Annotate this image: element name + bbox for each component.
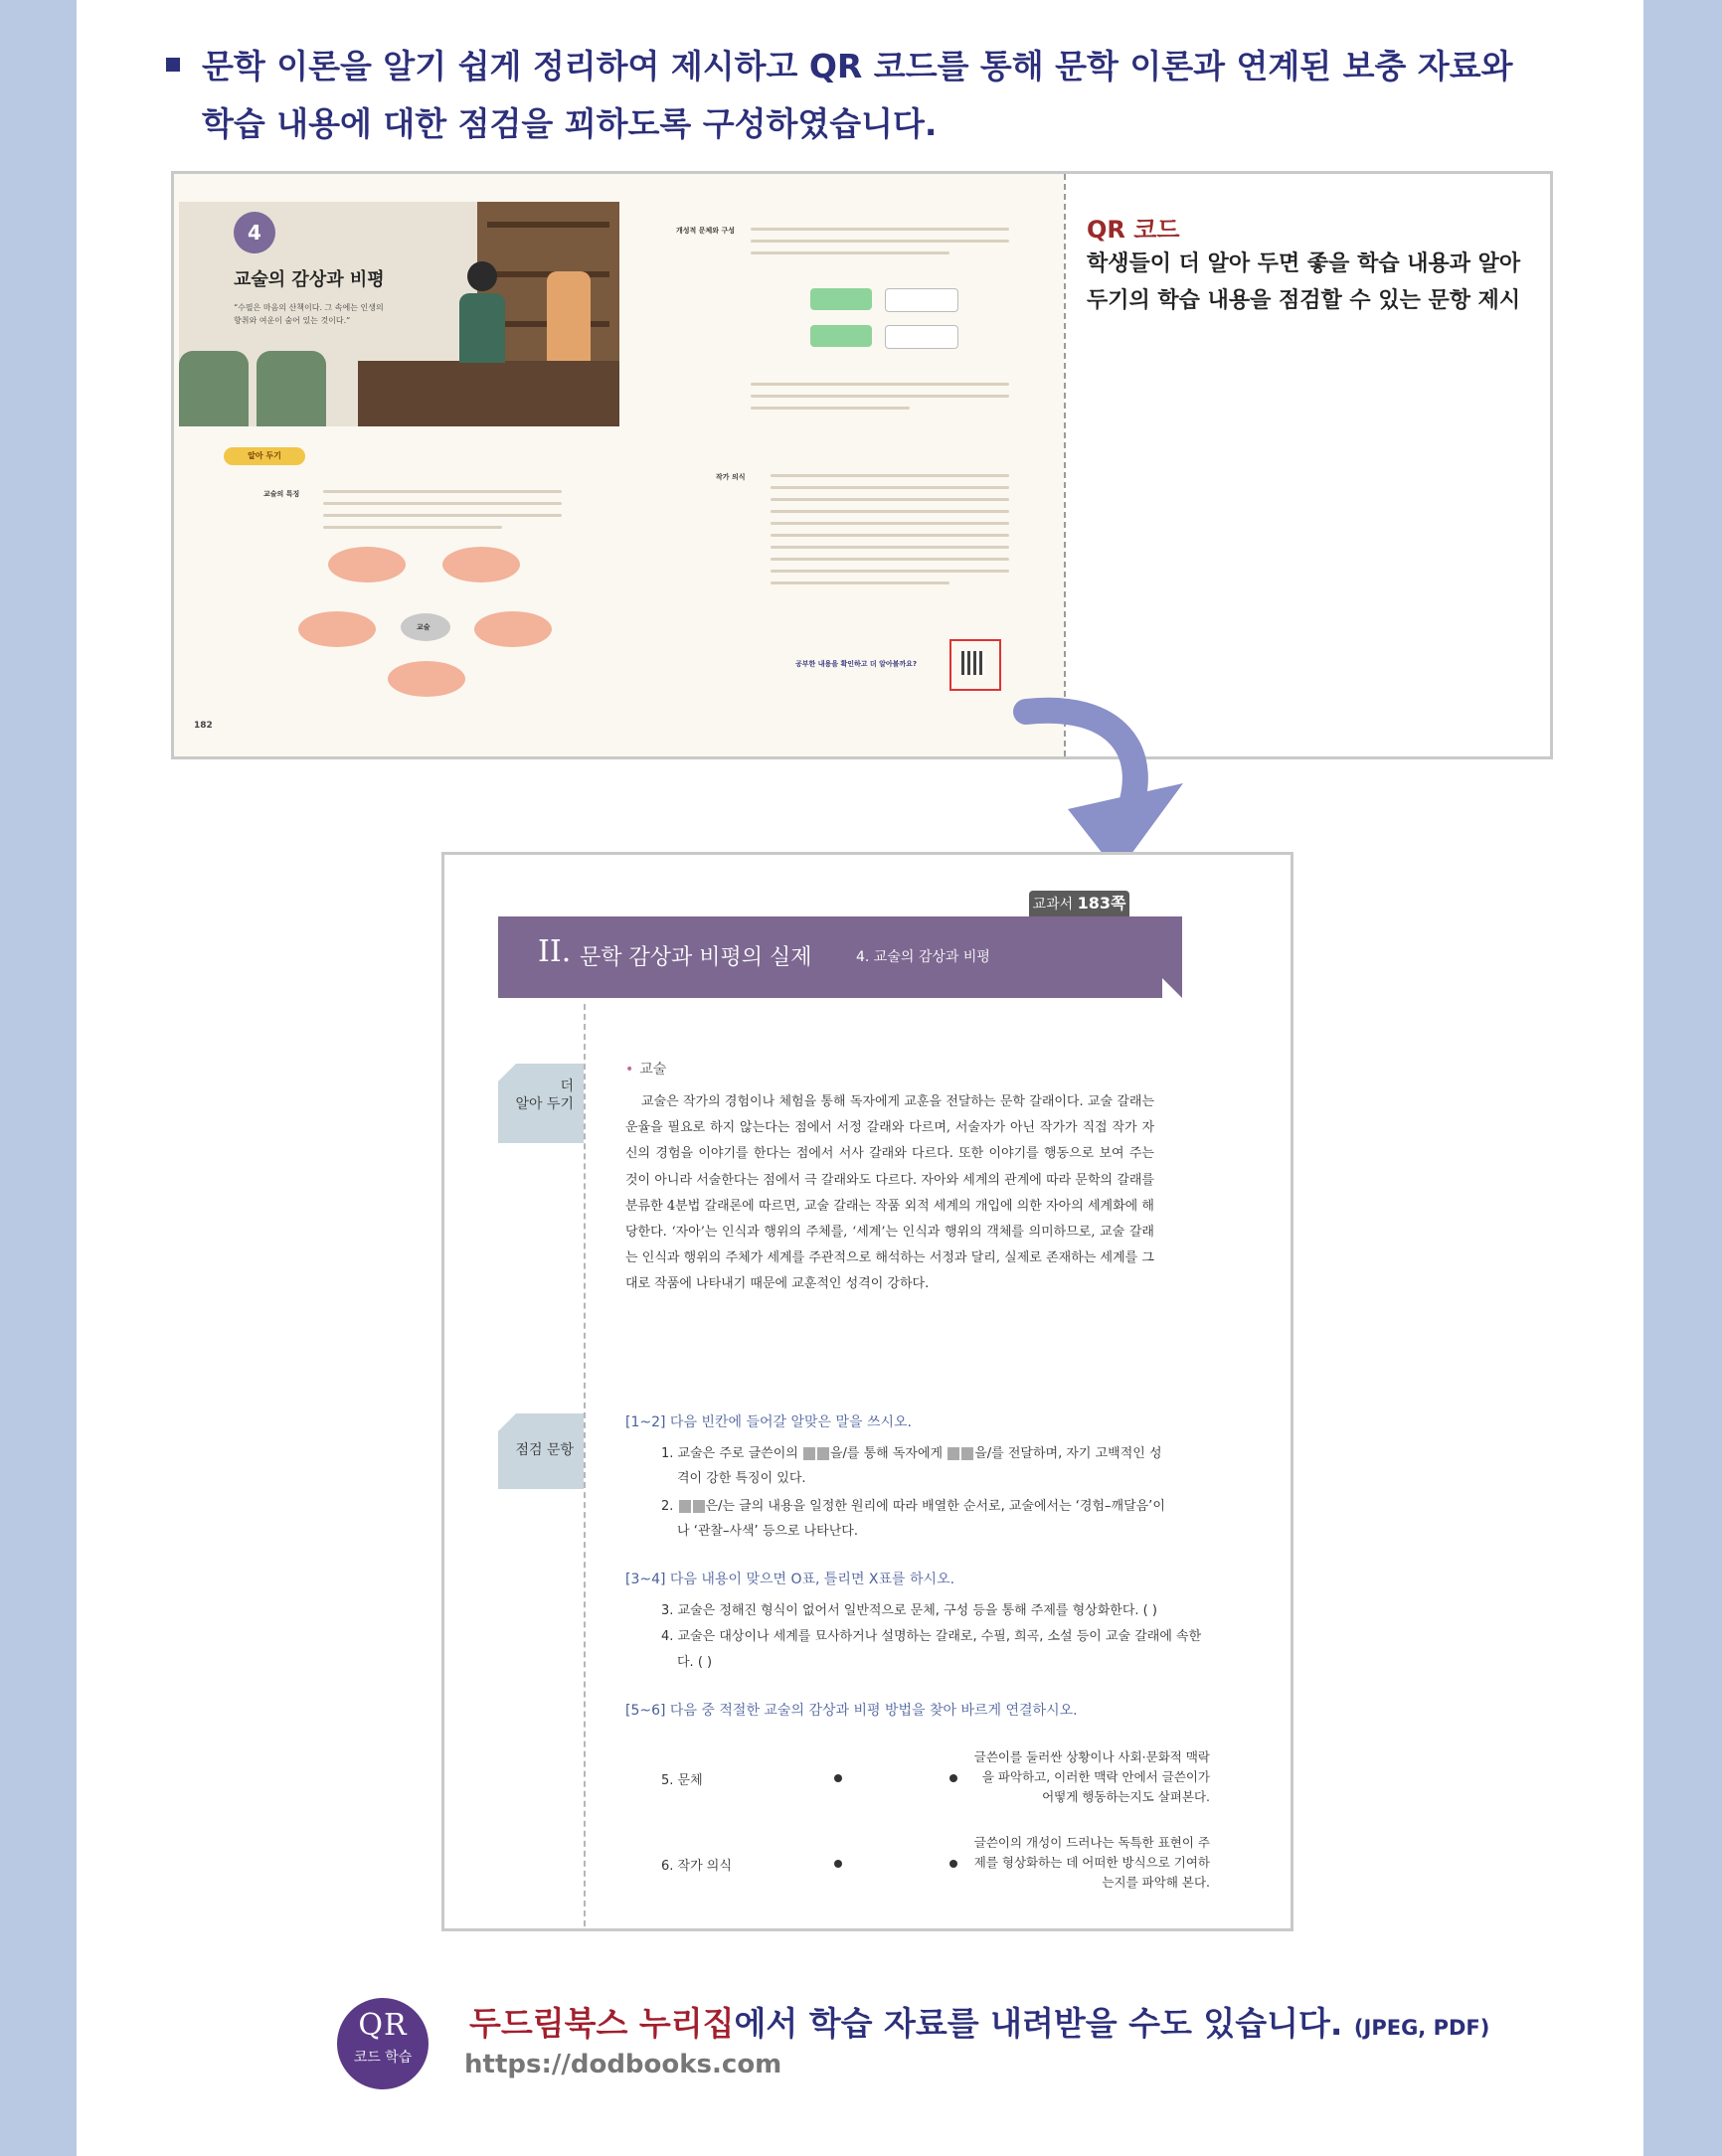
unit-banner <box>498 916 1182 998</box>
intro-line-1: 문학 이론을 알기 쉽게 정리하여 제시하고 QR 코드를 통해 문학 이론과 연계된 보충 자료와 <box>202 47 1513 85</box>
question-4: 4. 교술은 대상이나 세계를 묘사하거나 설명하는 갈래로, 수필, 희곡, 소설 등이 교술 갈래에 속한 <box>661 1629 1202 1644</box>
question-heading-3: [5~6] 다음 중 적절한 교술의 감상과 비평 방법을 찾아 바르게 연결하시오. <box>625 1703 1078 1719</box>
right-section-label-1: 개성적 문체와 구성 <box>676 227 735 235</box>
brand-name: 두드림북스 누리집 <box>469 2004 735 2043</box>
unit-title: 문학 감상과 비평의 실제 <box>580 945 812 970</box>
textbook-spread-frame <box>171 171 1553 759</box>
question-1-cont: 격이 강한 특징이 있다. <box>677 1471 806 1486</box>
qr-learning-badge: QR 코드 학습 <box>337 1998 429 2089</box>
qr-info-description: 학생들이 더 알아 두면 좋을 학습 내용과 알아 두기의 학습 내용을 점검할 수 있는 문항 제시 <box>1087 251 1521 313</box>
center-node-label: 교술 <box>417 623 430 631</box>
match-option-2: 글쓴이의 개성이 드러나는 독특한 표현이 주제를 형상화하는 데 어떠한 방식으로 기여하는지를 파악해 본다. <box>973 1835 1210 1890</box>
qr-material-page <box>441 852 1293 1931</box>
dashed-divider <box>1064 174 1066 756</box>
question-heading-2: [3~4] 다음 내용이 맞으면 O표, 틀리면 X표를 하시오. <box>625 1572 955 1587</box>
side-label-check-questions: 점검 문항 <box>498 1413 584 1489</box>
chapter-number-badge: 4 <box>234 212 275 253</box>
chapter-title: 교술의 감상과 비평 <box>234 269 385 290</box>
qr-info-title: QR 코드 <box>1087 216 1180 244</box>
question-heading-1: [1~2] 다음 빈칸에 들어갈 알맞은 말을 쓰시오. <box>625 1414 913 1430</box>
right-section-label-2: 작가 의식 <box>716 473 746 481</box>
textbook-page-tab: 교과서 183쪽 <box>1029 891 1129 916</box>
qr-highlight-box <box>949 639 1001 691</box>
dashed-divider <box>584 1004 586 1926</box>
match-item-6: 6. 작가 의식 <box>661 1859 732 1874</box>
chapter-quote: “수필은 마음의 산책이다. 그 속에는 인생의 향취와 여운이 숨어 있는 것이다.” <box>234 303 384 325</box>
know-more-tag: 알아 두기 <box>224 447 305 465</box>
left-section-label: 교술의 특징 <box>263 490 300 498</box>
footer-message: 두드림북스 누리집에서 학습 자료를 내려받을 수도 있습니다. (JPEG, PDF) <box>469 2004 1490 2043</box>
question-2-cont: 나 ‘관찰–사색’ 등으로 나타난다. <box>677 1524 858 1539</box>
textbook-spread <box>174 174 1064 756</box>
match-item-5: 5. 문체 <box>661 1773 703 1788</box>
unit-subtitle: 4. 교술의 감상과 비평 <box>856 949 990 965</box>
footer-url-link[interactable]: https://dodbooks.com <box>464 2050 782 2079</box>
spread-page-number: 182 <box>194 721 213 731</box>
square-bullet-icon <box>166 58 180 72</box>
match-dot-left-5[interactable] <box>834 1774 842 1782</box>
match-dot-right-1[interactable] <box>949 1774 957 1782</box>
question-1: 1. 교술은 주로 글쓴이의 을/를 통해 독자에게 을/를 전달하며, 자기 고백적인 성 <box>661 1446 1162 1461</box>
intro-text <box>166 38 1598 153</box>
match-option-1: 글쓴이를 둘러싼 상황이나 사회·문화적 맥락을 파악하고, 이러한 맥락 안에서 글쓴이가 어떻게 행동하는지도 살펴본다. <box>973 1749 1210 1804</box>
match-dot-right-2[interactable] <box>949 1860 957 1868</box>
question-2: 2. 은/는 글의 내용을 일정한 원리에 따라 배열한 순서로, 교술에서는 ‘경험–깨달음’이 <box>661 1499 1165 1514</box>
unit-roman-numeral: II. <box>538 934 572 969</box>
page <box>77 0 1643 2156</box>
check-prompt: 공부한 내용을 확인하고 더 알아볼까요? <box>795 660 918 668</box>
side-label-know-more: 더 알아 두기 <box>498 1064 584 1143</box>
explanation-paragraph: 교술은 작가의 경험이나 체험을 통해 독자에게 교훈을 전달하는 문학 갈래이다. 교술 갈래는 운율을 필요로 하지 않는다는 점에서 서정 갈래와 다르며, 서술자가 아닌 작가가 직접 작가 자신의 경험을 이야기를 한다는 점에서 서사 갈래와 다르다. 또한 이야기를 행동으로 보여 주는 것이 아니라 서술한다는 점에서 극 갈래와도 다르다. 자아와 세계의 관계에 따라 문학의 갈래를 분류한 4분법 갈래론에 따르면, 교술 갈래는 작품 외적 세계의 개입에 의한 자아의 세계화에 해당한다. ‘자아’는 인식과 행위의 주체를, ‘세계’는 인식과 행위의 객체를 의미하므로, 교술 갈래는 인식과 행위의 주체가 세계를 주관적으로 해석하는 서정과 달리, 실제로 존재하는 세계를 그대로 작품에 나타내기 때문에 교훈적인 성격이 강하다. <box>625 1094 1155 1292</box>
question-4-cont: 다. ( ) <box>677 1655 713 1670</box>
match-dot-left-6[interactable] <box>834 1860 842 1868</box>
section-heading: • 교술 <box>625 1062 667 1078</box>
question-3: 3. 교술은 정해진 형식이 없어서 일반적으로 문체, 구성 등을 통해 주제를 형상화한다. ( ) <box>661 1603 1157 1618</box>
intro-line-2: 학습 내용에 대한 점검을 꾀하도록 구성하였습니다. <box>202 104 938 143</box>
